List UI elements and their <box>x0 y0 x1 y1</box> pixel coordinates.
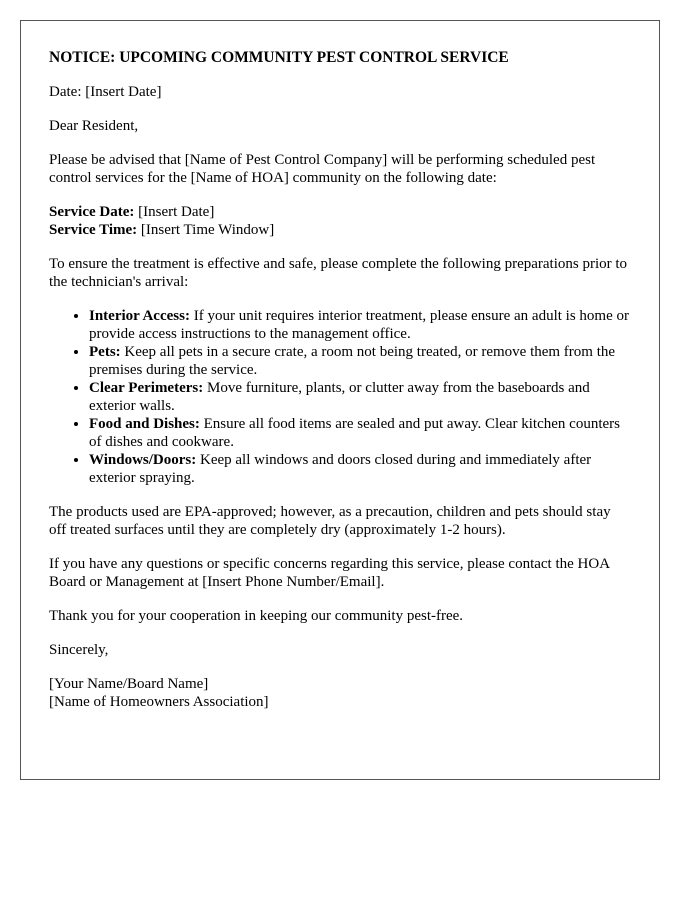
signature-org: [Name of Homeowners Association] <box>49 694 269 710</box>
list-item-text: Ensure all food items are sealed and put away. Clear kitchen counters of dishes and cookware. <box>89 416 620 450</box>
service-schedule <box>49 203 631 239</box>
list-item <box>89 379 631 415</box>
list-item <box>89 343 631 379</box>
closing: Sincerely, <box>49 642 109 658</box>
safety-note: The products used are EPA-approved; however, as a precaution, children and pets should stay off treated surfaces until they are completely dry (approximately 1-2 hours). <box>49 504 611 538</box>
date-line: Date: [Insert Date] <box>49 84 162 100</box>
notice-document <box>20 20 660 780</box>
service-date-line <box>49 203 631 221</box>
list-item-label: Interior Access: <box>89 308 190 324</box>
service-date-value: [Insert Date] <box>134 204 215 220</box>
service-time-label: Service Time: <box>49 222 138 238</box>
list-item-label: Clear Perimeters: <box>89 380 204 396</box>
greeting: Dear Resident, <box>49 118 139 134</box>
contact-paragraph: If you have any questions or specific concerns regarding this service, please contact the HOA Board or Management at [Insert Phone Number/Email]. <box>49 556 610 590</box>
list-item-text: Keep all windows and doors closed during and immediately after exterior spraying. <box>89 452 592 486</box>
notice-title: NOTICE: UPCOMING COMMUNITY PEST CONTROL SERVICE <box>49 49 509 66</box>
service-date-label: Service Date: <box>49 204 135 220</box>
intro-paragraph: Please be advised that [Name of Pest Control Company] will be performing scheduled pest control services for the [Name of HOA] community on the following date: <box>49 152 596 186</box>
list-item-label: Pets: <box>89 344 121 360</box>
service-time-line <box>49 221 631 239</box>
service-time-value: [Insert Time Window] <box>137 222 275 238</box>
signature-block <box>49 675 631 711</box>
list-item-label: Windows/Doors: <box>89 452 197 468</box>
list-item-text: Keep all pets in a secure crate, a room not being treated, or remove them from the premises during the service. <box>89 344 616 378</box>
list-item-text: Move furniture, plants, or clutter away from the baseboards and exterior walls. <box>89 380 590 414</box>
list-item-text: If your unit requires interior treatment, please ensure an adult is home or provide access instructions to the management office. <box>89 308 629 342</box>
signature-name: [Your Name/Board Name] <box>49 676 209 692</box>
list-item <box>89 307 631 343</box>
preparation-list <box>49 307 631 487</box>
list-item <box>89 415 631 451</box>
thanks-paragraph: Thank you for your cooperation in keeping our community pest-free. <box>49 608 464 624</box>
preparation-intro: To ensure the treatment is effective and safe, please complete the following preparations prior to the technician's arrival: <box>49 256 628 290</box>
list-item <box>89 451 631 487</box>
list-item-label: Food and Dishes: <box>89 416 200 432</box>
